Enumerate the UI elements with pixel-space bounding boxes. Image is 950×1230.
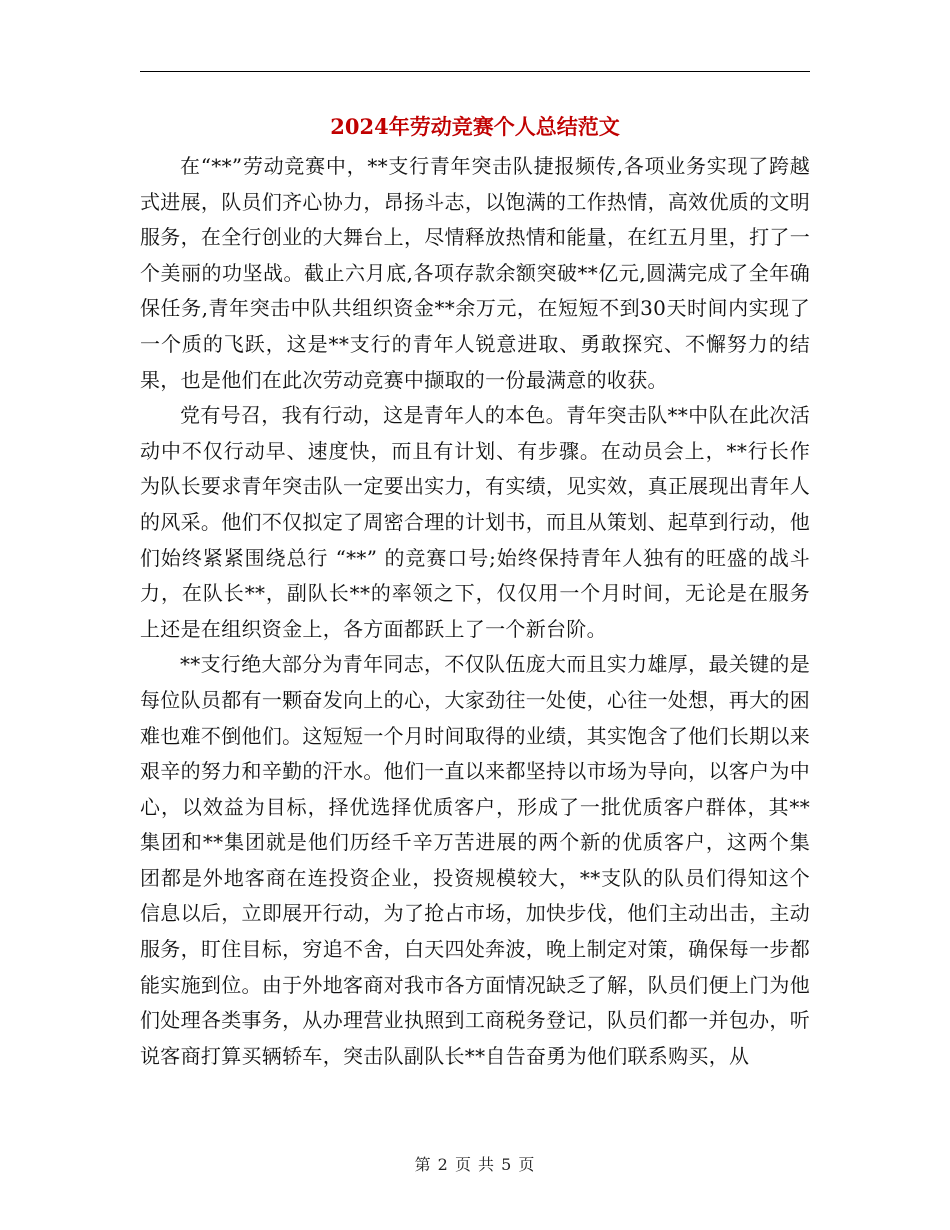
paragraph-2: 党有号召，我有行动，这是青年人的本色。青年突击队**中队在此次活动中不仅行动早、速度快，而且有计划、有步骤。在动员会上，**行长作为队长要求青年突击队一定要出实力，有实绩，见实效，真正展现出青年人的风采。他们不仅拟定了周密合理的计划书，而且从策划、起草到行动，他们始终紧紧围绕总行 “**” 的竞赛口号;始终保持青年人独有的旺盛的战斗力，在队长**，副队长**的率领之下，仅仅用一个月时间，无论是在服务上还是在组织资金上，各方面都跃上了一个新台阶。 [140, 403, 810, 641]
document-body [140, 149, 810, 1074]
document-title: 2024年劳动竞赛个人总结范文 [330, 114, 620, 139]
paragraph-3: **支行绝大部分为青年同志，不仅队伍庞大而且实力雄厚，最关键的是每位队员都有一颗奋发向上的心，大家劲往一处使，心往一处想，再大的困难也难不倒他们。这短短一个月时间取得的业绩，其实饱含了他们长期以来艰辛的努力和辛勤的汗水。他们一直以来都坚持以市场为导向，以客户为中心，以效益为目标，择优选择优质客户，形成了一批优质客户群体，其**集团和**集团就是他们历经千辛万苦进展的两个新的优质客户，这两个集团都是外地客商在连投资企业，投资规模较大，**支队的队员们得知这个信息以后，立即展开行动，为了抢占市场，加快步伐，他们主动出击，主动服务，盯住目标，穷追不舍，白天四处奔波，晚上制定对策，确保每一步都能实施到位。由于外地客商对我市各方面情况缺乏了解，队员们便上门为他们处理各类事务，从办理营业执照到工商税务登记，队员们都一并包办，听说客商打算买辆轿车，突击队副队长**自告奋勇为他们联系购买，从 [140, 652, 810, 1068]
paragraph-1: 在“**”劳动竞赛中，**支行青年突击队捷报频传,各项业务实现了跨越式进展，队员们齐心协力，昂扬斗志，以饱满的工作热情，高效优质的文明服务，在全行创业的大舞台上，尽情释放热情和能量，在红五月里，打了一个美丽的功坚战。截止六月底,各项存款余额突破**亿元,圆满完成了全年确保任务,青年突击中队共组织资金**余万元，在短短不到30天时间内实现了一个质的飞跃，这是**支行的青年人锐意进取、勇敢探究、不懈努力的结果，也是他们在此次劳动竞赛中撷取的一份最满意的收获。 [140, 154, 810, 392]
header-rule [140, 71, 810, 72]
page-number-footer: 第 2 页 共 5 页 [414, 1155, 536, 1174]
